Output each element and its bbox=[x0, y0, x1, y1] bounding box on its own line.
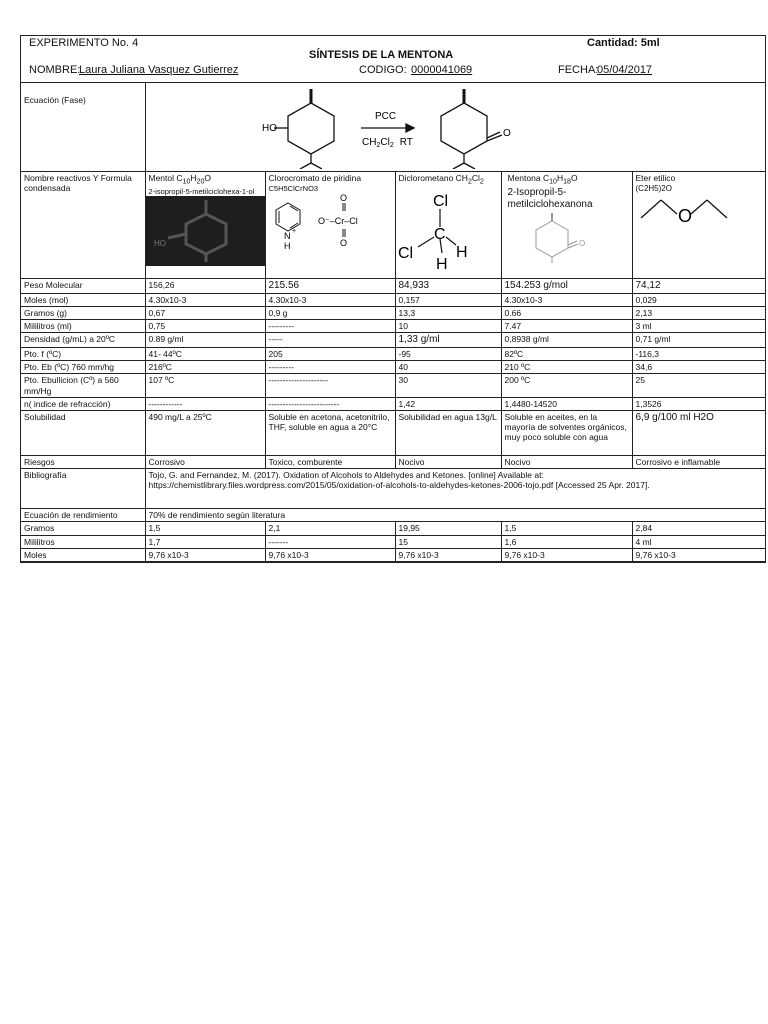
code-label: CODIGO: bbox=[359, 64, 407, 76]
pcc-structure bbox=[266, 193, 396, 257]
property-value-dcm: 1,42 bbox=[395, 397, 501, 410]
property-value-pcc: Toxico, comburente bbox=[265, 456, 395, 469]
mentol-hydroxyl-label: HO bbox=[153, 239, 166, 249]
yield-value-pcc: 9,76 x10-3 bbox=[265, 548, 395, 561]
mentona-iupac: 2-Isopropil-5-metilciclohexanona bbox=[507, 187, 593, 211]
reactants-row bbox=[21, 172, 765, 278]
property-value-dcm: 0,157 bbox=[395, 293, 501, 306]
property-value-dcm: Nocivo bbox=[395, 456, 501, 469]
pcc-formula: C5H5ClCrNO3 bbox=[268, 184, 319, 194]
property-row bbox=[21, 333, 765, 348]
ether-formula: (C2H5)2O bbox=[635, 184, 672, 194]
property-value-dcm: 30 bbox=[395, 374, 501, 397]
mentol-cell bbox=[145, 172, 265, 278]
solvent-label: $CH_2Cl_2$ RT bbox=[361, 137, 413, 149]
dcm-carbon: C bbox=[433, 226, 446, 244]
yield-value-ether: 4 ml bbox=[632, 535, 765, 548]
property-value-mentona: 7.47 bbox=[501, 319, 632, 332]
property-value-mentona: 154.253 g/mol bbox=[501, 278, 632, 293]
property-value-mentol: ------------ bbox=[145, 397, 265, 410]
property-value-mentona: 200 ºC bbox=[501, 374, 632, 397]
date-label: FECHA: bbox=[558, 64, 599, 76]
name-label: NOMBRE: bbox=[29, 64, 81, 76]
pcc-name: Clorocromato de piridina bbox=[268, 173, 362, 184]
experiment-sheet bbox=[20, 35, 766, 563]
yield-value-mentol: 1,7 bbox=[145, 535, 265, 548]
property-value-dcm: 10 bbox=[395, 319, 501, 332]
yield-data-row bbox=[21, 548, 765, 561]
pyridinium-n: N bbox=[283, 231, 290, 242]
property-value-mentol: 41- 44ºC bbox=[145, 348, 265, 361]
dcm-cl-top: Cl bbox=[432, 193, 448, 211]
property-value-pcc: 4.30x10-3 bbox=[265, 293, 395, 306]
chromate-o-cr-cl: O⁻–Cr–Cl bbox=[317, 216, 358, 227]
hydroxyl-label: HO bbox=[261, 123, 277, 134]
dcm-structure bbox=[396, 187, 502, 275]
property-value-ether: 34,6 bbox=[632, 361, 765, 374]
yield-data-label: Gramos bbox=[21, 522, 145, 535]
property-value-mentol: 4.30x10-3 bbox=[145, 293, 265, 306]
property-value-mentona: 4.30x10-3 bbox=[501, 293, 632, 306]
property-row bbox=[21, 319, 765, 332]
quantity: Cantidad: 5ml bbox=[587, 37, 660, 49]
property-row bbox=[21, 374, 765, 397]
property-label: n( indice de refracción) bbox=[21, 397, 145, 410]
yield-value-pcc: ------- bbox=[265, 535, 395, 548]
yield-data-row bbox=[21, 535, 765, 548]
dcm-formula: Diclorometano $CH_2Cl_2$ bbox=[398, 173, 484, 186]
property-value-mentona: 82ºC bbox=[501, 348, 632, 361]
ether-name: Eter etilico bbox=[635, 173, 676, 184]
mentol-structure-image bbox=[146, 196, 266, 266]
property-value-ether: 74,12 bbox=[632, 278, 765, 293]
property-value-dcm: 13,3 bbox=[395, 306, 501, 319]
property-label: Peso Molecular bbox=[21, 278, 145, 293]
mentona-cell bbox=[501, 172, 632, 278]
property-value-mentona: Soluble en aceites, en la mayoría de solventes orgánicos, muy poco soluble con agua bbox=[501, 411, 632, 456]
property-label: Densidad (g/mL) a 20ºC bbox=[21, 333, 145, 348]
yield-value-dcm: 15 bbox=[395, 535, 501, 548]
code-value: 0000041069 bbox=[411, 64, 473, 76]
property-value-dcm: 84,933 bbox=[395, 278, 501, 293]
dcm-cl-left: Cl bbox=[397, 245, 413, 263]
property-label: Pto. Ebullicion (Cº) a 560 mm/Hg bbox=[21, 374, 145, 397]
dcm-cell bbox=[395, 172, 501, 278]
property-label: Mililitros (ml) bbox=[21, 319, 145, 332]
property-row bbox=[21, 411, 765, 456]
pyridinium-h: H bbox=[283, 241, 290, 252]
dcm-h-right: H bbox=[455, 244, 468, 262]
yield-value-ether: 2,84 bbox=[632, 522, 765, 535]
property-label: Solubilidad bbox=[21, 411, 145, 456]
ether-cell bbox=[632, 172, 765, 278]
reagent-label: PCC bbox=[374, 111, 396, 122]
ether-oxygen: O bbox=[677, 205, 692, 226]
property-row bbox=[21, 361, 765, 374]
property-value-mentol: 490 mg/L a 25ºC bbox=[145, 411, 265, 456]
property-value-mentona: 1,4480-14520 bbox=[501, 397, 632, 410]
yield-value-mentol: 9,76 x10-3 bbox=[145, 548, 265, 561]
document-title: SÍNTESIS DE LA MENTONA bbox=[309, 49, 454, 61]
property-value-mentol: 0,67 bbox=[145, 306, 265, 319]
property-value-mentol: 156,26 bbox=[145, 278, 265, 293]
property-row bbox=[21, 278, 765, 293]
property-value-mentol: 0,75 bbox=[145, 319, 265, 332]
reaction-equation bbox=[145, 83, 765, 172]
property-label: Pto. Eb (ºC) 760 mm/hg bbox=[21, 361, 145, 374]
property-value-mentona: 210 ºC bbox=[501, 361, 632, 374]
yield-value-mentona: 1,6 bbox=[501, 535, 632, 548]
property-value-pcc: ----- bbox=[265, 333, 395, 348]
chromate-o-top: O bbox=[339, 193, 347, 204]
property-value-ether: 0,71 g/ml bbox=[632, 333, 765, 348]
data-table bbox=[21, 83, 765, 562]
yield-value-mentona: 9,76 x10-3 bbox=[501, 548, 632, 561]
yield-row bbox=[21, 509, 765, 522]
property-row bbox=[21, 397, 765, 410]
property-value-pcc: ------------------------- bbox=[265, 397, 395, 410]
yield-data-label: Mililitros bbox=[21, 535, 145, 548]
yield-value-dcm: 9,76 x10-3 bbox=[395, 548, 501, 561]
property-row bbox=[21, 456, 765, 469]
equation-label: Ecuación (Fase) bbox=[21, 83, 145, 172]
property-value-mentona: Nocivo bbox=[501, 456, 632, 469]
reaction-scheme-diagram bbox=[146, 83, 764, 169]
property-value-mentol: 216ºC bbox=[145, 361, 265, 374]
mentol-formula: Mentol $C_{10}H_{20}O$ bbox=[148, 173, 212, 186]
property-value-dcm: -95 bbox=[395, 348, 501, 361]
property-value-pcc: 215.56 bbox=[265, 278, 395, 293]
property-value-pcc: 0,9 g bbox=[265, 306, 395, 319]
yield-value-mentona: 1,5 bbox=[501, 522, 632, 535]
property-value-dcm: Solubilidad en agua 13g/L bbox=[395, 411, 501, 456]
bibliography-row bbox=[21, 469, 765, 509]
property-value-ether: 3 ml bbox=[632, 319, 765, 332]
pcc-cell bbox=[265, 172, 395, 278]
bibliography-text: Tojo, G. and Fernandez, M. (2017). Oxidation of Alcohols to Aldehydes and Ketones. [online] Available at: https://chemistlibrary.files.wordpress.com/2015/05/oxidation-of-alcohols-to-aldehydes-ketones-2006-tojo.pdf [Accessed 25 Apr. 2017]. bbox=[145, 469, 765, 509]
property-value-mentona: 0.66 bbox=[501, 306, 632, 319]
yield-data-row bbox=[21, 522, 765, 535]
property-value-ether: 1,3526 bbox=[632, 397, 765, 410]
property-label: Riesgos bbox=[21, 456, 145, 469]
mentol-iupac: 2-isopropil-5-metilciclohexa-1-ol bbox=[148, 187, 255, 197]
property-value-ether: 6,9 g/100 ml H2O bbox=[632, 411, 765, 456]
equation-row bbox=[21, 83, 765, 172]
yield-text: 70% de rendimiento según literatura bbox=[145, 509, 765, 522]
property-value-pcc: Soluble en acetona, acetonitrilo, THF, soluble en agua a 20°C bbox=[265, 411, 395, 456]
property-value-mentol: 0.89 g/ml bbox=[145, 333, 265, 348]
property-value-ether: 0,029 bbox=[632, 293, 765, 306]
property-label: Gramos (g) bbox=[21, 306, 145, 319]
date-value: 05/04/2017 bbox=[597, 64, 653, 76]
pyridinium-charge: + bbox=[291, 228, 296, 236]
header bbox=[21, 36, 765, 83]
property-value-mentona: 0,8938 g/ml bbox=[501, 333, 632, 348]
chromate-o-bottom: O bbox=[339, 238, 347, 249]
property-value-pcc: --------------------- bbox=[265, 374, 395, 397]
dcm-h-bottom: H bbox=[435, 256, 448, 274]
experiment-number: EXPERIMENTO No. 4 bbox=[29, 37, 139, 49]
mentona-oxygen-label: O bbox=[578, 239, 585, 249]
property-row bbox=[21, 293, 765, 306]
yield-value-ether: 9,76 x10-3 bbox=[632, 548, 765, 561]
property-value-dcm: 1,33 g/ml bbox=[395, 333, 501, 348]
yield-value-dcm: 19,95 bbox=[395, 522, 501, 535]
ketone-oxygen-label: O bbox=[502, 128, 511, 139]
ether-structure bbox=[633, 194, 766, 244]
property-value-ether: -116,3 bbox=[632, 348, 765, 361]
property-value-ether: 25 bbox=[632, 374, 765, 397]
property-value-mentol: Corrosivo bbox=[145, 456, 265, 469]
property-label: Moles (mol) bbox=[21, 293, 145, 306]
mentona-structure bbox=[502, 211, 633, 265]
yield-label: Ecuación de rendimiento bbox=[21, 509, 145, 522]
property-row bbox=[21, 348, 765, 361]
yield-data-label: Moles bbox=[21, 548, 145, 561]
bibliography-label: Bibliografía bbox=[21, 469, 145, 509]
property-value-pcc: 205 bbox=[265, 348, 395, 361]
property-value-pcc: --------- bbox=[265, 319, 395, 332]
property-value-ether: Corrosivo e inflamable bbox=[632, 456, 765, 469]
property-value-ether: 2,13 bbox=[632, 306, 765, 319]
yield-value-pcc: 2,1 bbox=[265, 522, 395, 535]
yield-value-mentol: 1,5 bbox=[145, 522, 265, 535]
mentona-formula: Mentona $C_{10}H_{18}O$ bbox=[507, 173, 578, 186]
property-value-mentol: 107 ºC bbox=[145, 374, 265, 397]
name-value: Laura Juliana Vasquez Gutierrez bbox=[79, 64, 239, 76]
property-value-pcc: --------- bbox=[265, 361, 395, 374]
reactants-label: Nombre reactivos Y Formula condensada bbox=[21, 172, 145, 278]
property-label: Pto. f (ºC) bbox=[21, 348, 145, 361]
property-row bbox=[21, 306, 765, 319]
property-value-dcm: 40 bbox=[395, 361, 501, 374]
